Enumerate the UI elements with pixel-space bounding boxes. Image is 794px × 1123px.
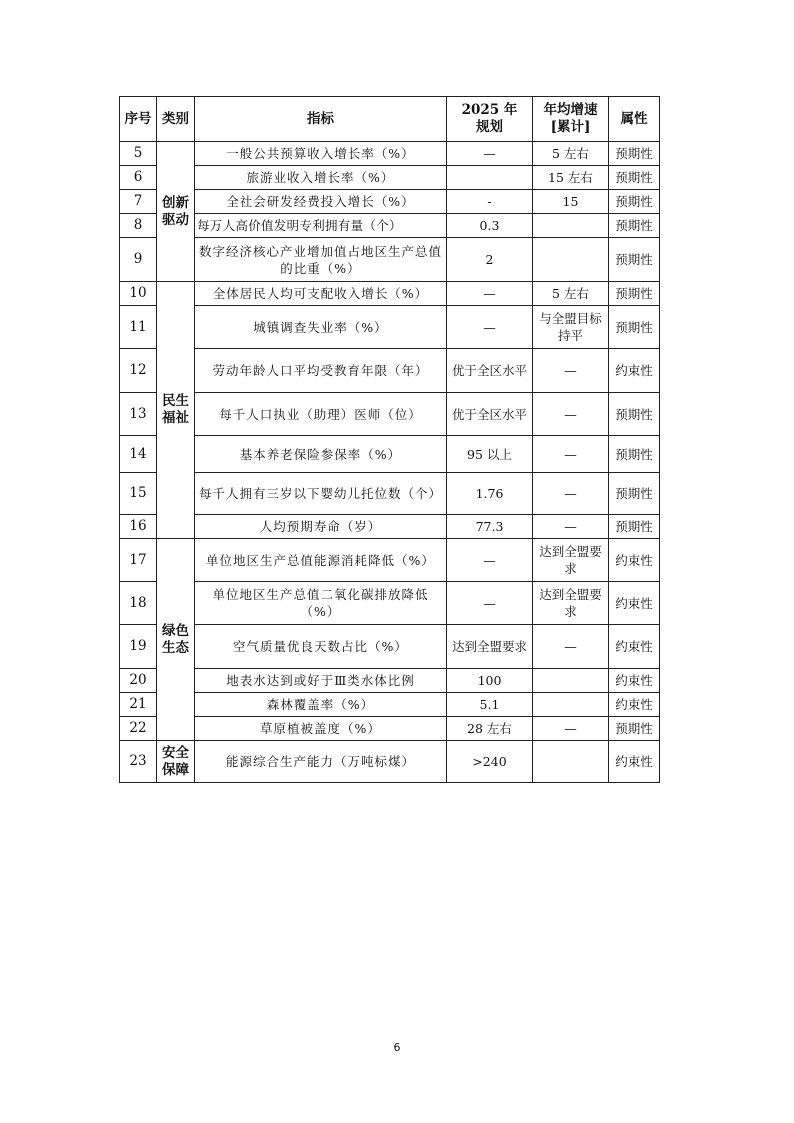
- row-growth: 15: [533, 190, 609, 214]
- row-seq: 17: [120, 539, 157, 582]
- row-attribute: 约束性: [609, 669, 660, 693]
- table-row: [120, 214, 660, 238]
- header-indicator: 指标: [195, 97, 447, 142]
- row-attribute: 预期性: [609, 306, 660, 349]
- page-number: 6: [393, 1041, 401, 1054]
- row-indicator: 劳动年龄人口平均受教育年限（年）: [195, 349, 447, 393]
- header-target: [447, 97, 533, 142]
- row-seq: 19: [120, 625, 157, 669]
- row-indicator: 森林覆盖率（%）: [195, 693, 447, 717]
- row-growth: [533, 238, 609, 282]
- row-growth: —: [533, 393, 609, 436]
- row-target: 95 以上: [447, 436, 533, 473]
- row-indicator: 数字经济核心产业增加值占地区生产总值的比重（%）: [195, 238, 447, 282]
- header-growth-line1: 年均增速: [543, 102, 598, 118]
- row-target: 100: [447, 669, 533, 693]
- table-row: [120, 349, 660, 393]
- table-row: [120, 166, 660, 190]
- row-indicator: 草原植被盖度（%）: [195, 717, 447, 741]
- row-target: 0.3: [447, 214, 533, 238]
- table-row: [120, 582, 660, 625]
- header-seq: 序号: [120, 97, 157, 142]
- row-attribute: 预期性: [609, 436, 660, 473]
- table-row: [120, 473, 660, 515]
- row-growth: —: [533, 349, 609, 393]
- indicator-table: [119, 96, 660, 783]
- row-seq: 21: [120, 693, 157, 717]
- table-row: [120, 142, 660, 166]
- row-attribute: 预期性: [609, 142, 660, 166]
- row-seq: 13: [120, 393, 157, 436]
- row-seq: 10: [120, 282, 157, 306]
- category-safety: 安全保障: [157, 741, 195, 783]
- row-indicator: 单位地区生产总值能源消耗降低（%）: [195, 539, 447, 582]
- table-row: [120, 436, 660, 473]
- row-growth: —: [533, 625, 609, 669]
- row-indicator: 基本养老保险参保率（%）: [195, 436, 447, 473]
- row-target: 28 左右: [447, 717, 533, 741]
- row-indicator: 能源综合生产能力（万吨标煤）: [195, 741, 447, 783]
- row-attribute: 约束性: [609, 582, 660, 625]
- row-target: 5.1: [447, 693, 533, 717]
- row-growth: 5 左右: [533, 282, 609, 306]
- row-target: 77.3: [447, 515, 533, 539]
- row-attribute: 预期性: [609, 473, 660, 515]
- row-attribute: 预期性: [609, 393, 660, 436]
- row-indicator: 每万人高价值发明专利拥有量（个）: [195, 214, 447, 238]
- row-target: —: [447, 582, 533, 625]
- row-target: —: [447, 539, 533, 582]
- row-growth: 15 左右: [533, 166, 609, 190]
- row-indicator: 一般公共预算收入增长率（%）: [195, 142, 447, 166]
- row-attribute: 预期性: [609, 214, 660, 238]
- row-seq: 23: [120, 741, 157, 783]
- table-row: [120, 190, 660, 214]
- row-target: 达到全盟要求: [447, 625, 533, 669]
- row-target: 优于全区水平: [447, 349, 533, 393]
- row-attribute: 约束性: [609, 741, 660, 783]
- category-innovation: 创新驱动: [157, 142, 195, 282]
- table-row: [120, 625, 660, 669]
- row-seq: 5: [120, 142, 157, 166]
- row-growth: 达到全盟要求: [533, 539, 609, 582]
- row-attribute: 约束性: [609, 625, 660, 669]
- row-attribute: 预期性: [609, 282, 660, 306]
- table-row: [120, 306, 660, 349]
- row-seq: 6: [120, 166, 157, 190]
- row-attribute: 约束性: [609, 693, 660, 717]
- row-target: [447, 166, 533, 190]
- category-green: 绿色生态: [157, 539, 195, 741]
- row-indicator: 每千人拥有三岁以下婴幼儿托位数（个）: [195, 473, 447, 515]
- row-seq: 11: [120, 306, 157, 349]
- row-seq: 15: [120, 473, 157, 515]
- row-target: 2: [447, 238, 533, 282]
- row-growth: —: [533, 473, 609, 515]
- row-attribute: 预期性: [609, 717, 660, 741]
- header-category: 类别: [157, 97, 195, 142]
- table-row: [120, 515, 660, 539]
- row-growth: [533, 669, 609, 693]
- row-growth: [533, 693, 609, 717]
- table-row: [120, 282, 660, 306]
- row-growth: [533, 741, 609, 783]
- row-indicator: 城镇调查失业率（%）: [195, 306, 447, 349]
- header-target-line1: 2025 年: [461, 102, 518, 118]
- row-indicator: 全体居民人均可支配收入增长（%）: [195, 282, 447, 306]
- header-target-line2: 规划: [476, 119, 503, 135]
- row-indicator: 空气质量优良天数占比（%）: [195, 625, 447, 669]
- row-attribute: 约束性: [609, 539, 660, 582]
- table-header-row: [120, 97, 660, 142]
- row-attribute: 预期性: [609, 238, 660, 282]
- category-welfare: 民生福祉: [157, 282, 195, 539]
- row-attribute: 预期性: [609, 190, 660, 214]
- row-indicator: 人均预期寿命（岁）: [195, 515, 447, 539]
- row-target: —: [447, 282, 533, 306]
- row-indicator: 每千人口执业（助理）医师（位）: [195, 393, 447, 436]
- row-seq: 22: [120, 717, 157, 741]
- row-seq: 12: [120, 349, 157, 393]
- row-growth: 5 左右: [533, 142, 609, 166]
- row-seq: 14: [120, 436, 157, 473]
- header-growth-line2: [累计]: [550, 119, 591, 135]
- row-attribute: 约束性: [609, 349, 660, 393]
- table-row: [120, 669, 660, 693]
- row-attribute: 预期性: [609, 515, 660, 539]
- header-growth: [533, 97, 609, 142]
- row-growth: —: [533, 436, 609, 473]
- table-row: [120, 717, 660, 741]
- row-attribute: 预期性: [609, 166, 660, 190]
- table-row: [120, 539, 660, 582]
- row-target: 优于全区水平: [447, 393, 533, 436]
- row-growth: 达到全盟要求: [533, 582, 609, 625]
- row-target: 1.76: [447, 473, 533, 515]
- row-target: -: [447, 190, 533, 214]
- table-row: [120, 741, 660, 783]
- header-attribute: 属性: [609, 97, 660, 142]
- row-target: >240: [447, 741, 533, 783]
- row-growth: 与全盟目标持平: [533, 306, 609, 349]
- row-indicator: 单位地区生产总值二氧化碳排放降低（%）: [195, 582, 447, 625]
- row-seq: 16: [120, 515, 157, 539]
- row-growth: —: [533, 515, 609, 539]
- table-row: [120, 393, 660, 436]
- row-seq: 9: [120, 238, 157, 282]
- row-indicator: 地表水达到或好于Ⅲ类水体比例: [195, 669, 447, 693]
- row-seq: 8: [120, 214, 157, 238]
- row-target: —: [447, 142, 533, 166]
- row-target: —: [447, 306, 533, 349]
- row-growth: —: [533, 717, 609, 741]
- row-indicator: 全社会研发经费投入增长（%）: [195, 190, 447, 214]
- row-indicator: 旅游业收入增长率（%）: [195, 166, 447, 190]
- table-row: [120, 238, 660, 282]
- row-seq: 7: [120, 190, 157, 214]
- row-seq: 18: [120, 582, 157, 625]
- row-growth: [533, 214, 609, 238]
- row-seq: 20: [120, 669, 157, 693]
- table-row: [120, 693, 660, 717]
